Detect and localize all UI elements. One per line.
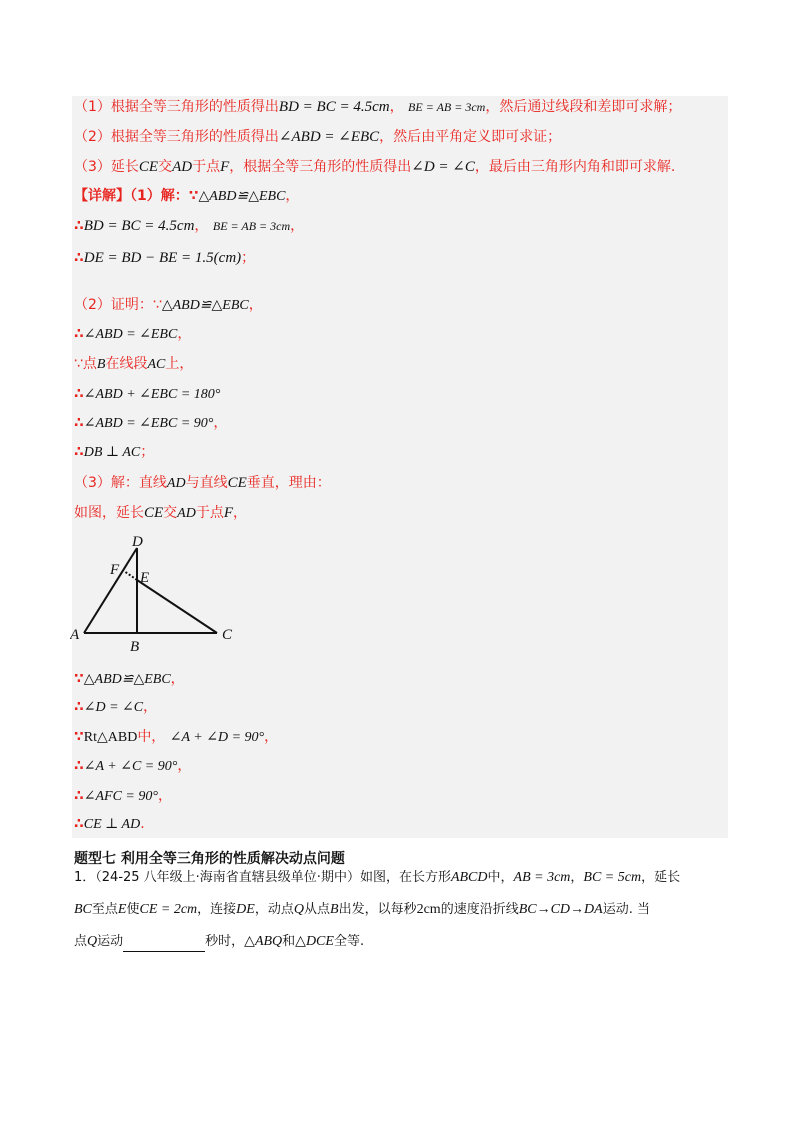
label-D: D xyxy=(132,534,143,550)
label-B: B xyxy=(130,639,140,654)
question-line-2: BC至点E使CE = 2cm，连接DE，动点Q从点B出发，以每秒2cm的速度沿折线BC→CD→DA运动. 当 xyxy=(74,902,650,917)
segment-CE xyxy=(137,580,217,633)
segment-EF xyxy=(124,571,137,580)
answer-blank[interactable] xyxy=(123,937,205,952)
detail-line-16: ∴∠D = ∠C， xyxy=(74,699,158,715)
section-title: 题型七 利用全等三角形的性质解决动点问题 xyxy=(74,851,345,867)
detail-line-13: （3）解：直线AD与直线CE垂直，理由： xyxy=(74,475,331,491)
detail-line-9: ∵点B在线段AC上， xyxy=(74,356,194,372)
figure-lines xyxy=(84,548,217,633)
question-line-3: 点Q运动 秒时，△ABQ和△DCE全等. xyxy=(74,932,364,952)
detail-line-12: ∴DB ⊥ AC； xyxy=(74,444,155,460)
detail-line-17: ∵Rt△ABD中， ∠A + ∠D = 90°， xyxy=(74,729,279,745)
label-E: E xyxy=(140,570,150,586)
detail-line-8: ∴∠ABD = ∠EBC， xyxy=(74,326,192,342)
detail-line-18: ∴∠A + ∠C = 90°， xyxy=(74,758,192,774)
question-line-1: 1．（24-25 八年级上·海南省直辖县级单位·期中）如图，在长方形ABCD中，AB = 3cm，BC = 5cm，延长 xyxy=(74,870,681,885)
segment-AD xyxy=(84,548,137,633)
triangle-figure xyxy=(70,532,250,654)
analysis-line-1: （1）根据全等三角形的性质得出BD = BC = 4.5cm， BE = AB = 3cm，然后通过线段和差即可求解； xyxy=(74,99,682,115)
detail-line-10: ∴∠ABD + ∠EBC = 180° xyxy=(74,386,221,402)
label-C: C xyxy=(222,627,233,643)
detail-line-15: ∵△ABD≌△EBC， xyxy=(74,671,185,687)
detail-line-19: ∴∠AFC = 90°， xyxy=(74,788,172,804)
label-A: A xyxy=(70,627,80,643)
detail-line-4: 【详解】（1）解：∵△ABD≌△EBC， xyxy=(74,188,300,204)
detail-line-5: ∴BD = BC = 4.5cm， BE = AB = 3cm， xyxy=(74,218,305,234)
detail-line-20: ∴CE ⊥ AD. xyxy=(74,816,145,832)
detail-line-11: ∴∠ABD = ∠EBC = 90°， xyxy=(74,415,228,431)
detail-line-6: ∴DE = BD − BE = 1.5(cm)； xyxy=(74,250,256,266)
analysis-line-3: （3）延长CE交AD于点F，根据全等三角形的性质得出∠D = ∠C，最后由三角形内角和即可求解. xyxy=(74,159,676,175)
detail-line-14: 如图，延长CE交AD于点F， xyxy=(74,505,248,521)
label-F: F xyxy=(110,562,120,578)
detail-line-7: （2）证明：∵△ABD≌△EBC， xyxy=(74,297,263,313)
analysis-line-2: （2）根据全等三角形的性质得出∠ABD = ∠EBC，然后由平角定义即可求证； xyxy=(74,129,562,145)
